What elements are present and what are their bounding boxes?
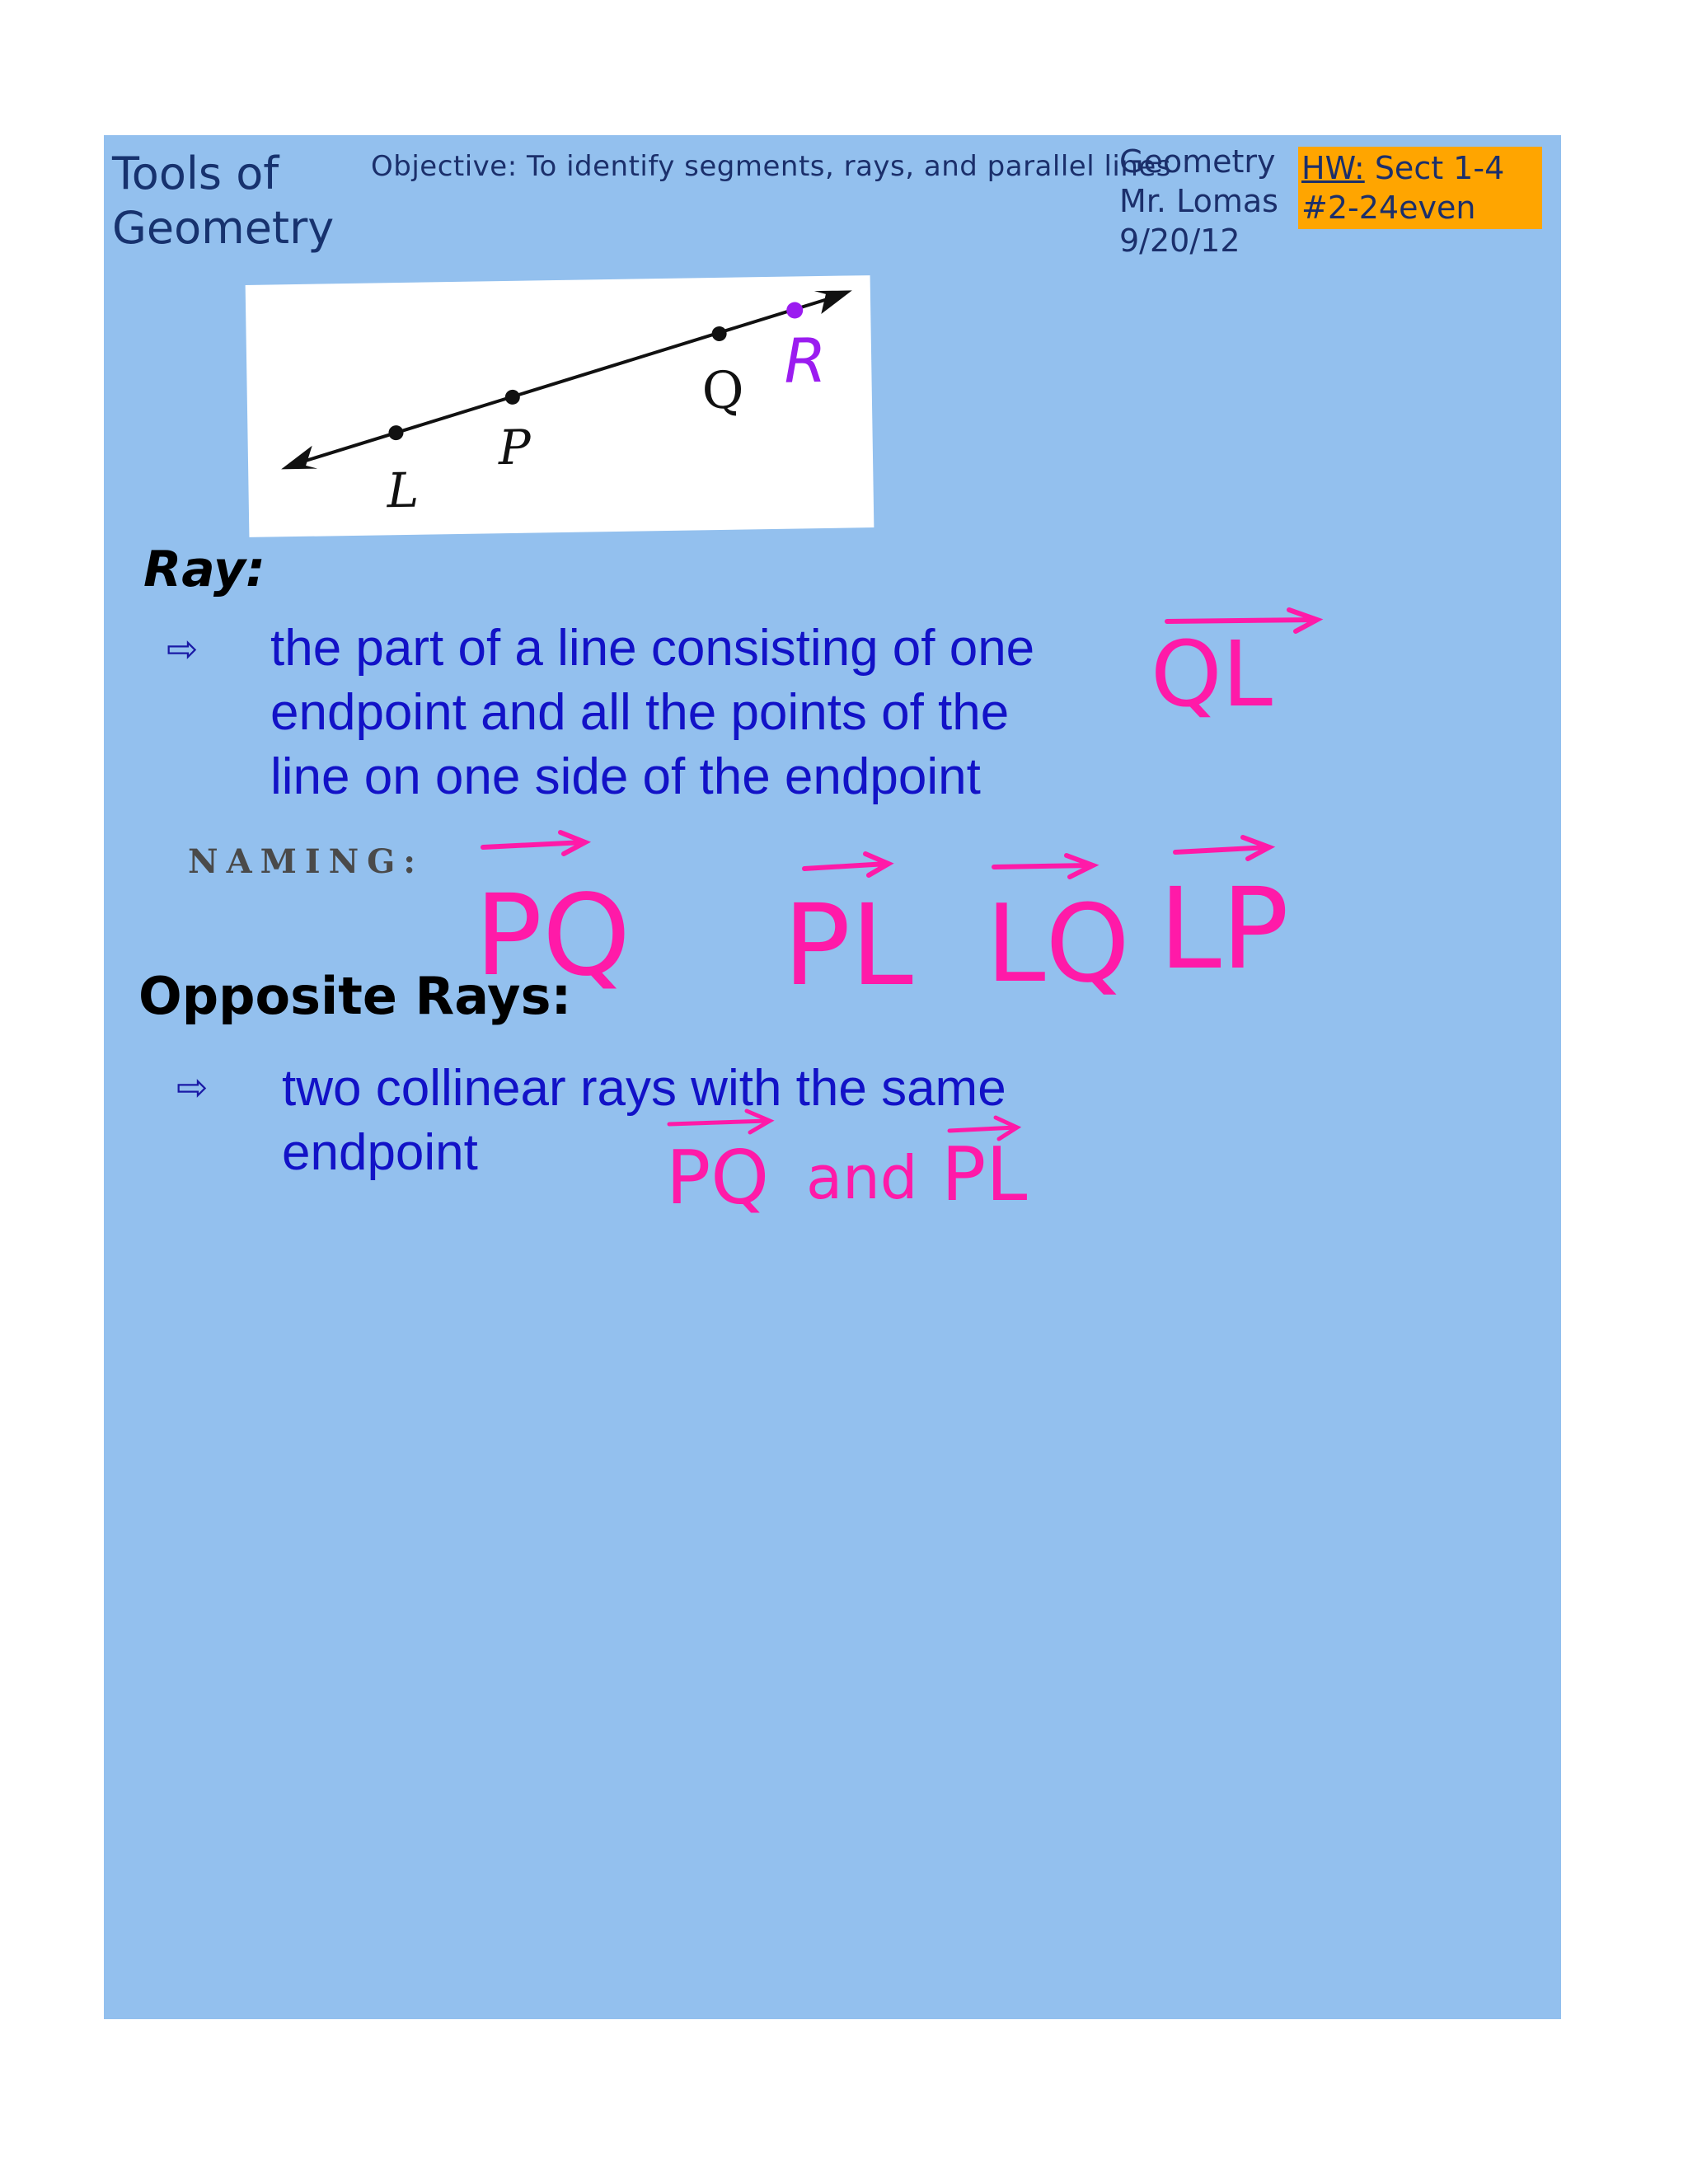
opp-example-pl: PL bbox=[941, 1132, 1028, 1218]
naming-lp: LP bbox=[1159, 865, 1289, 995]
hw-label: HW: bbox=[1301, 150, 1365, 186]
notebook-page bbox=[104, 135, 1561, 2019]
hw-line-2: #2-24even bbox=[1301, 190, 1476, 226]
naming-ray-arrows bbox=[483, 832, 1269, 877]
ray-def-line-3: line on one side of the endpoint bbox=[270, 748, 981, 805]
homework-box bbox=[1298, 147, 1542, 229]
handwritten-opposite-example bbox=[562, 1106, 1028, 1230]
objective-text: Objective: To identify segments, rays, and parallel lines bbox=[371, 150, 1172, 183]
point-l-dot bbox=[388, 425, 403, 440]
handwritten-naming-examples bbox=[475, 836, 1423, 1011]
naming-label: NAMING: bbox=[188, 842, 424, 881]
opposite-rays-heading: Opposite Rays: bbox=[138, 966, 572, 1026]
ray-def-line-2: endpoint and all the points of the bbox=[270, 684, 1010, 741]
ray-bullet-icon: ⇨ bbox=[166, 626, 199, 671]
page-title bbox=[112, 147, 334, 255]
title-line-2: Geometry bbox=[112, 202, 335, 254]
naming-pq: PQ bbox=[475, 871, 631, 1001]
opposite-rays-bullet-icon: ⇨ bbox=[176, 1065, 209, 1109]
naming-pl: PL bbox=[783, 881, 913, 1011]
opp-example-and: and bbox=[806, 1143, 918, 1212]
naming-lq: LQ bbox=[986, 881, 1130, 1006]
line-diagram bbox=[246, 275, 874, 537]
point-p-label: P bbox=[498, 419, 532, 476]
ray-def-line-1: the part of a line consisting of one bbox=[270, 620, 1035, 677]
teacher-name: Mr. Lomas bbox=[1119, 183, 1278, 219]
point-l-label: L bbox=[387, 462, 420, 519]
opp-def-line-2: endpoint bbox=[282, 1124, 478, 1181]
line-diagram-svg bbox=[246, 275, 874, 537]
ql-text: QL bbox=[1151, 621, 1273, 727]
point-q-label: Q bbox=[701, 359, 745, 421]
lesson-date: 9/20/12 bbox=[1119, 223, 1240, 259]
hw-line-1 bbox=[1301, 148, 1539, 188]
opp-def-line-1: two collinear rays with the same bbox=[282, 1060, 1006, 1117]
ray-definition bbox=[270, 616, 1034, 809]
title-line-1: Tools of bbox=[112, 148, 279, 199]
point-p-dot bbox=[505, 390, 520, 405]
line-lpq bbox=[287, 296, 842, 466]
hw-section: Sect 1-4 bbox=[1364, 150, 1505, 186]
course-name: Geometry bbox=[1119, 143, 1276, 180]
course-info bbox=[1119, 142, 1278, 260]
opp-example-pq: PQ bbox=[666, 1135, 770, 1221]
ray-heading: Ray: bbox=[143, 541, 265, 598]
point-r-label: R bbox=[783, 325, 828, 397]
point-r-dot bbox=[786, 302, 803, 318]
point-q-dot bbox=[712, 326, 727, 341]
handwritten-ray-ql bbox=[1151, 605, 1414, 727]
